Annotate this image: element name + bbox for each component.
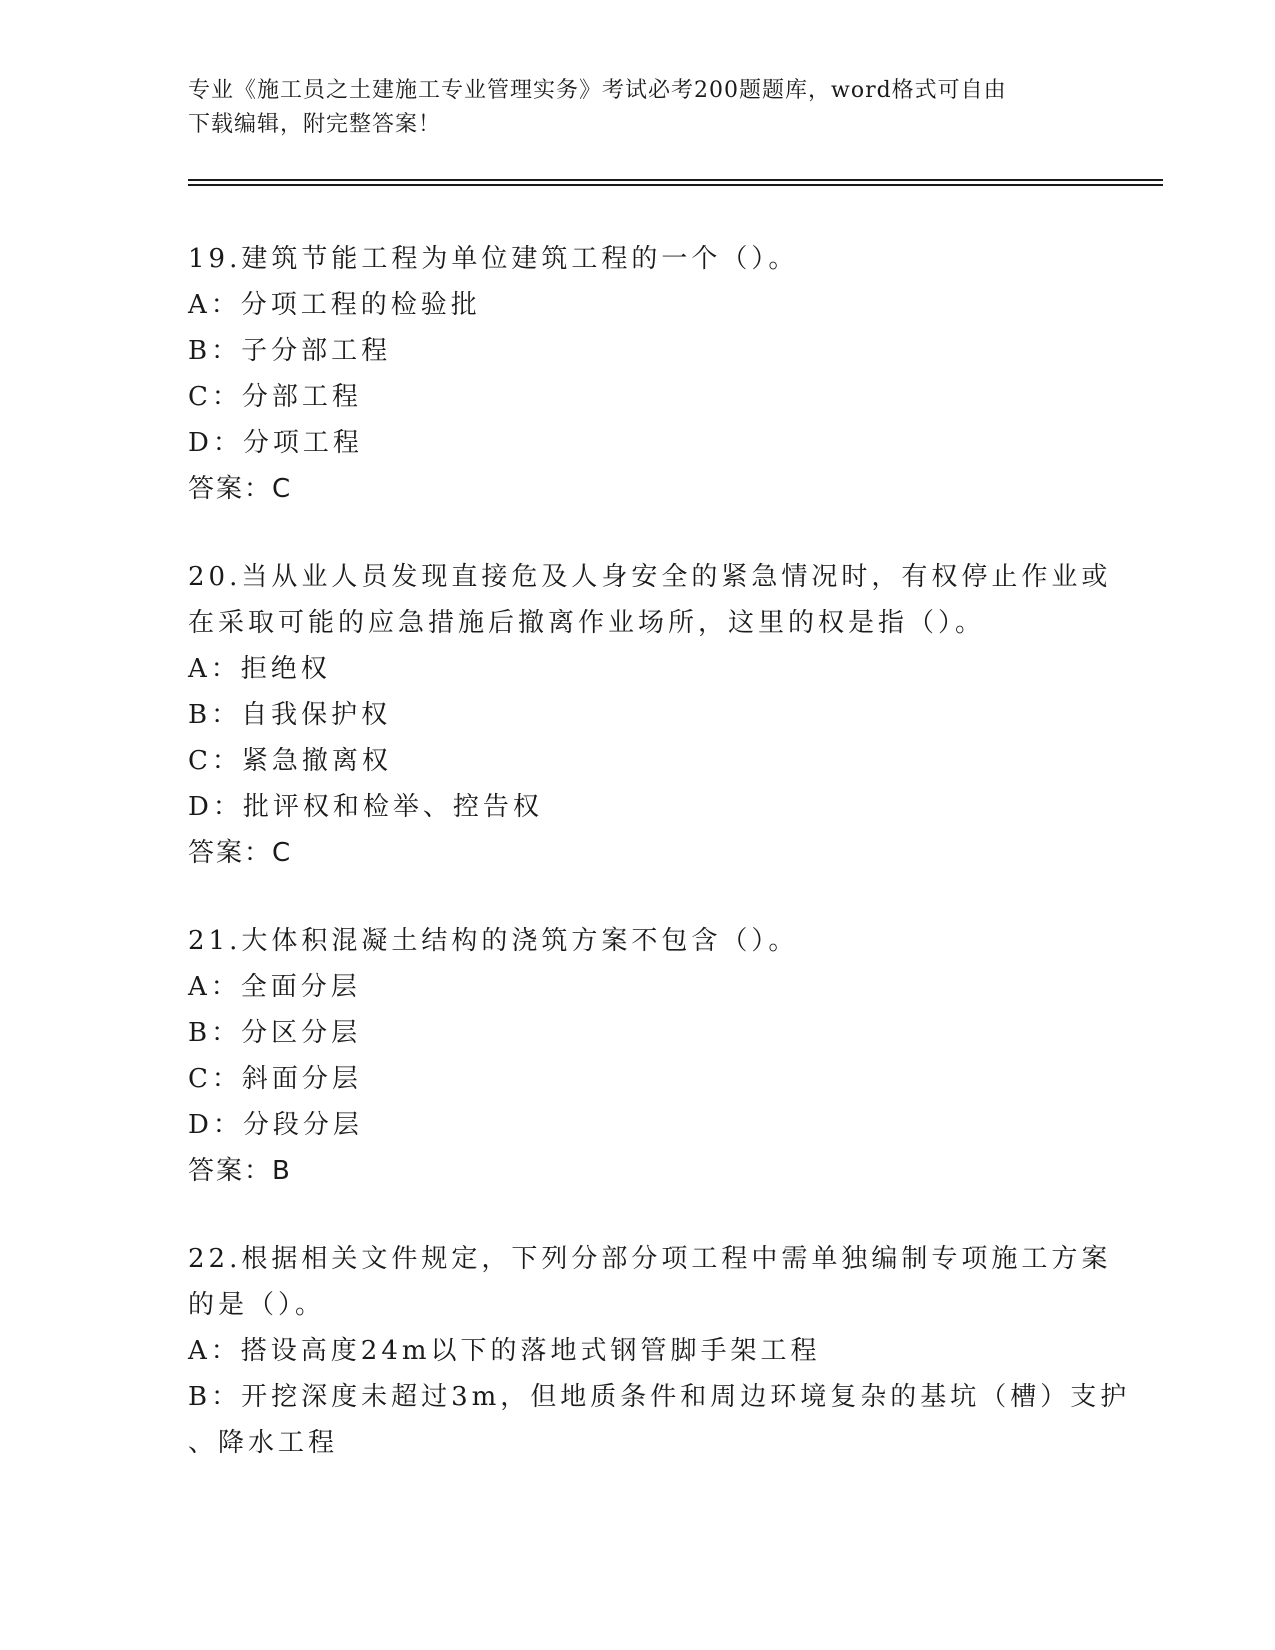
header-divider-bottom xyxy=(188,184,1163,186)
option-a: A：全面分层 xyxy=(188,972,361,1002)
question-text: 20.当从业人员发现直接危及人身安全的紧急情况时，有权停止作业或 xyxy=(188,562,1112,592)
answer: 答案：C xyxy=(188,474,293,504)
option-d: D：分段分层 xyxy=(188,1110,363,1140)
option-d: D：分项工程 xyxy=(188,428,363,458)
header-line-2: 下载编辑，附完整答案！ xyxy=(188,112,442,137)
question-list xyxy=(188,236,1131,1508)
header-divider-top xyxy=(188,179,1163,181)
option-d: D：批评权和检举、控告权 xyxy=(188,792,543,822)
option-a: A：搭设高度24m以下的落地式钢管脚手架工程 xyxy=(188,1336,821,1366)
option-b-continued: 、降水工程 xyxy=(188,1428,339,1458)
question-20 xyxy=(188,554,1112,876)
answer: 答案：B xyxy=(188,1156,292,1186)
answer: 答案：C xyxy=(188,838,293,868)
option-c: C：紧急撤离权 xyxy=(188,746,392,776)
option-b: B：子分部工程 xyxy=(188,336,392,366)
option-b: B：开挖深度未超过3m，但地质条件和周边环境复杂的基坑（槽）支护 xyxy=(188,1382,1131,1412)
question-21 xyxy=(188,918,1088,1194)
question-text-continued: 在采取可能的应急措施后撤离作业场所，这里的权是指（）。 xyxy=(188,608,986,638)
option-a: A：拒绝权 xyxy=(188,654,331,684)
option-a: A：分项工程的检验批 xyxy=(188,290,481,320)
option-c: C：斜面分层 xyxy=(188,1064,362,1094)
question-19 xyxy=(188,236,1088,512)
question-text-continued: 的是（）。 xyxy=(188,1290,326,1320)
document-header xyxy=(188,74,1088,142)
question-22 xyxy=(188,1236,1131,1466)
question-text: 22.根据相关文件规定，下列分部分项工程中需单独编制专项施工方案 xyxy=(188,1244,1112,1274)
option-c: C：分部工程 xyxy=(188,382,362,412)
option-b: B：自我保护权 xyxy=(188,700,392,730)
question-text: 21.大体积混凝土结构的浇筑方案不包含（）。 xyxy=(188,926,799,956)
option-b: B：分区分层 xyxy=(188,1018,362,1048)
header-line-1: 专业《施工员之土建施工专业管理实务》考试必考200题题库，word格式可自由 xyxy=(188,78,1007,103)
question-text: 19.建筑节能工程为单位建筑工程的一个（）。 xyxy=(188,244,799,274)
